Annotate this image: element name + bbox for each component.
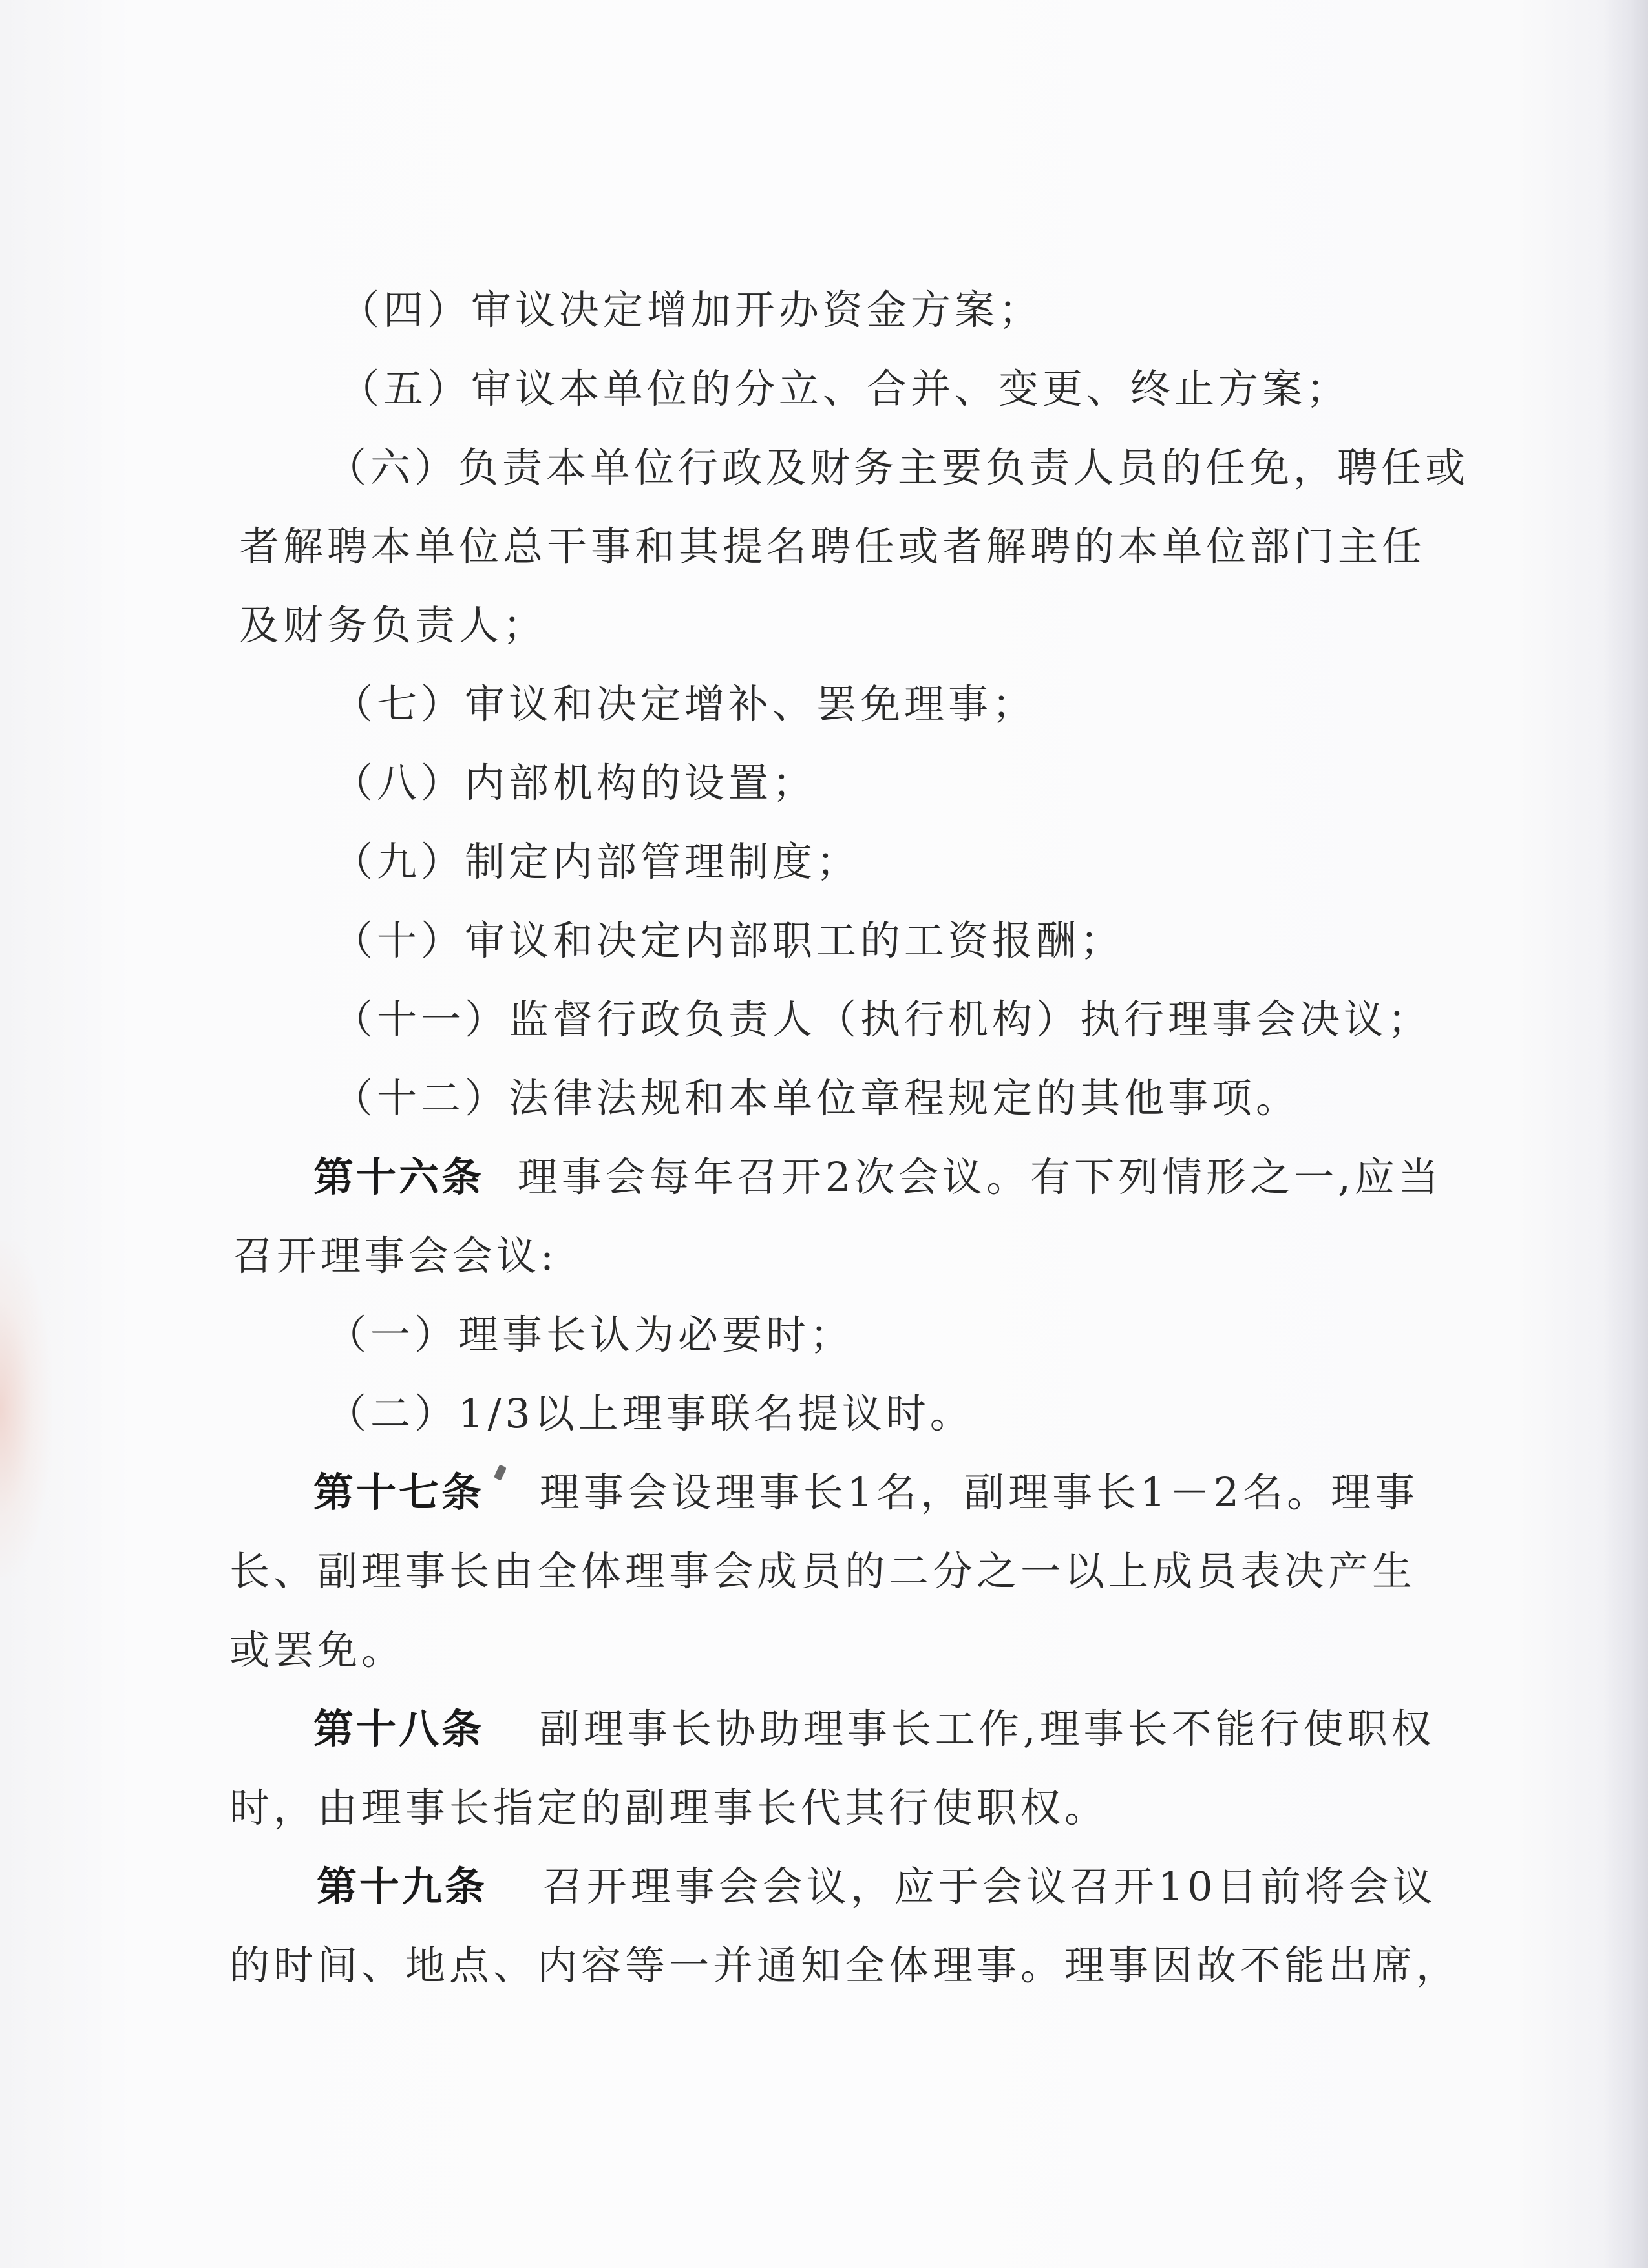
article-17: [313, 1467, 1419, 1518]
text-line: （七）审议和决定增补、罢免理事；: [333, 680, 1037, 728]
article-18: [313, 1703, 1435, 1755]
text-line: （六）负责本单位行政及财务主要负责人员的任免，聘任或: [326, 444, 1470, 491]
article-text: 理事会设理事长1名，副理事长1－2名。理事: [539, 1469, 1419, 1516]
article-text: 副理事长协助理事长工作,理事长不能行使职权: [539, 1705, 1435, 1752]
text-line: （十二）法律法规和本单位章程规定的其他事项。: [333, 1075, 1300, 1122]
text-line: （八）内部机构的设置；: [333, 759, 817, 806]
article-text: 召开理事会会议，应于会议召开10日前将会议: [542, 1863, 1437, 1910]
text-line: 者解聘本单位总干事和其提名聘任或者解聘的本单位部门主任: [239, 523, 1426, 570]
article-text: 理事会每年召开2次会议。有下列情形之一,应当: [517, 1153, 1442, 1201]
article-16: [313, 1151, 1442, 1203]
text-line: （五）审议本单位的分立、合并、变更、终止方案；: [339, 365, 1351, 412]
text-line: （一）理事长认为必要时；: [326, 1311, 854, 1358]
article-heading: 第十六条: [313, 1153, 485, 1201]
text-line: 及财务负责人；: [239, 602, 547, 649]
text-line: （十）审议和决定内部职工的工资报酬；: [333, 917, 1125, 964]
text-line: 或罢免。: [229, 1626, 406, 1674]
text-line: （二）1/3以上理事联名提议时。: [326, 1390, 974, 1437]
text-line: （四）审议决定增加开办资金方案；: [339, 286, 1043, 333]
text-line: 召开理事会会议:: [233, 1232, 558, 1279]
margin-stain: [0, 1241, 52, 1577]
page-edge-shadow: [1603, 0, 1648, 2268]
text-line: （九）制定内部管理制度；: [333, 838, 861, 885]
text-line: 时，由理事长指定的副理事长代其行使职权。: [229, 1784, 1109, 1831]
text-line: 长、副理事长由全体理事会成员的二分之一以上成员表决产生: [229, 1548, 1417, 1595]
article-19: [317, 1861, 1437, 1913]
article-heading: 第十七条: [313, 1469, 485, 1516]
article-heading: 第十八条: [313, 1705, 485, 1752]
article-heading: 第十九条: [317, 1863, 488, 1910]
text-line: （十一）监督行政负责人（执行机构）执行理事会决议；: [333, 996, 1432, 1043]
text-line: 的时间、地点、内容等一并通知全体理事。理事因故不能出席，: [229, 1942, 1461, 1989]
